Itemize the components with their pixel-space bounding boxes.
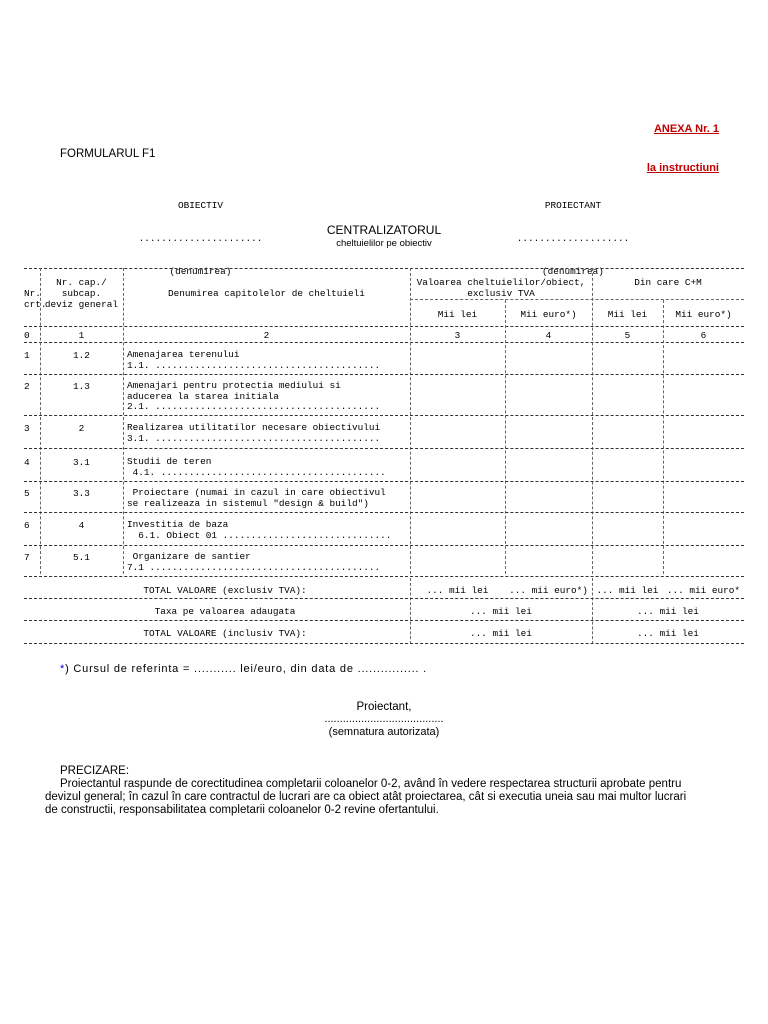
index-6: 6 [700,330,707,341]
objective-block [128,178,273,288]
header-name: Denumirea capitolelor de cheltuieli [168,288,365,299]
row3-border [24,448,744,449]
header-value: Valoarea cheltuielilor/obiect, exclusiv TVA [416,277,586,299]
header-bottom-border [24,326,744,327]
row7-border [24,576,744,577]
col-sep-2 [123,268,124,574]
row3-cap: 2 [78,423,85,434]
row2-nr: 2 [24,381,30,392]
col-sep-6 [663,300,664,574]
row1-line2: 1.1. ........................................ [127,359,381,371]
row4-border [24,481,744,482]
header-mii-lei: Mii lei [437,309,478,320]
note-line-1: Proiectantul raspunde de corectitudinea completarii coloanelor 0-2, având în vedere respectarea structurii aprobate pentru [60,778,682,790]
index-1: 1 [78,330,85,341]
row2-cap: 1.3 [73,381,90,392]
page-subtitle: cheltuielilor pe obiectiv [336,238,432,249]
total-incl-label: TOTAL VALOARE (inclusiv TVA): [143,628,307,639]
total-excl-border [24,598,744,599]
row5-line1: Proiectare (numai in cazul in care obiectivul [127,487,386,498]
total-incl-lei: ... mii lei [470,628,532,639]
row2-name [127,381,380,413]
row4-line1: Studii de teren [127,456,212,467]
row3-nr: 3 [24,423,30,434]
row1-nr: 1 [24,350,30,361]
header-mii-euro: Mii euro*) [520,309,577,320]
row1-name [127,350,380,371]
index-row-border [24,342,744,343]
header-mii-euro-cm: Mii euro*) [675,309,732,320]
designer-dots: .................... [516,233,630,244]
page-title: CENTRALIZATORUL [326,223,442,237]
designer-sub: (denumirea) [542,266,604,277]
row5-cap: 3.3 [73,488,90,499]
vat-cm-lei: ... mii lei [637,606,699,617]
row2-border [24,415,744,416]
row7-line1: Organizare de santier [127,551,251,562]
row3-line1: Realizarea utilitatilor necesare obiectivului [127,422,381,433]
exchange-note [60,663,427,675]
row2-line1: Amenajari pentru protectia mediului si [127,380,341,391]
header-nr-label: Nr. crt. [24,288,47,310]
annex-heading [647,97,719,188]
annex-title: ANEXA Nr. 1 [653,123,719,135]
total-excl-cm-euro: ... mii euro* [666,585,741,596]
form-label: FORMULARUL F1 [60,148,156,160]
index-4: 4 [545,330,552,341]
row5-line2: se realizeaza in sistemul "design & build") [127,497,369,509]
total-excl-euro: ... mii euro*) [509,585,588,596]
row2-line2: aducerea la starea initiala [127,390,279,402]
table-top-border [24,268,744,269]
header-mii-lei-cm: Mii lei [607,309,648,320]
index-0: 0 [24,330,30,341]
exchange-note-star: * [60,663,66,675]
objective-dots: ...................... [138,233,263,244]
row6-nr: 6 [24,520,30,531]
row7-nr: 7 [24,552,30,563]
total-excl-lei: ... mii lei [426,585,489,596]
row6-cap: 4 [78,520,85,531]
note-line-3: de constructii, responsabilitatea completarii coloanelor 0-2 revine ofertantului. [45,804,439,816]
total-excl-cm-lei: ... mii lei [596,585,659,596]
total-excl-label: TOTAL VALOARE (exclusiv TVA): [143,585,307,596]
row1-line1: Amenajarea terenului [127,349,240,360]
row7-name [127,552,380,573]
vat-lei: ... mii lei [470,606,532,617]
designer-label: PROIECTANT [544,200,602,211]
signature-dots: ....................................... [324,713,444,725]
row4-line2: 4.1. ........................................ [127,466,386,478]
annex-subtitle: la instructiuni [646,162,719,174]
subheader-border [410,299,744,300]
total-incl-cm-lei: ... mii lei [637,628,699,639]
row3-line2: 3.1. ........................................ [127,432,381,444]
note-heading: PRECIZARE: [60,765,130,777]
row6-line2: 6.1. Obiect 01 .............................. [127,529,392,541]
header-cm: Din care C+M [634,277,702,288]
row6-name [127,520,391,541]
signature-sub: (semnatura autorizata) [328,726,440,738]
designer-block [508,178,638,288]
row5-nr: 5 [24,488,30,499]
row7-line2: 7.1 ......................................... [127,561,381,573]
exchange-note-text: ) Cursul de referinta = ........... lei/euro, din data de ................ . [65,663,428,675]
row3-name [127,423,380,444]
index-3: 3 [454,330,461,341]
table-bottom-border [24,643,744,644]
row6-line1: Investitia de baza [127,519,229,530]
objective-label: OBIECTIV [177,200,223,211]
note-line-2: devizul general; în cazul în care contractul de lucrari are ca obiect atât proiectarea, cât si executia uneia sau mai multor lucrari [45,791,687,803]
row5-name [127,488,386,509]
row2-line3: 2.1. ........................................ [127,401,381,412]
row4-name [127,457,386,478]
row4-cap: 3.1 [73,457,90,468]
vat-label: Taxa pe valoarea adaugata [154,606,296,617]
objective-sub: (denumirea) [169,266,232,277]
header-cap: Nr. cap./ subcap. deviz general [44,277,119,310]
row6-border [24,545,744,546]
index-5: 5 [624,330,631,341]
row5-border [24,512,744,513]
row7-cap: 5.1 [73,552,90,563]
signature-title: Proiectant, [356,701,412,713]
row1-border [24,374,744,375]
row4-nr: 4 [24,457,30,468]
vat-border [24,620,744,621]
row1-cap: 1.2 [73,350,90,361]
col-sep-4 [505,300,506,574]
index-2: 2 [263,330,270,341]
